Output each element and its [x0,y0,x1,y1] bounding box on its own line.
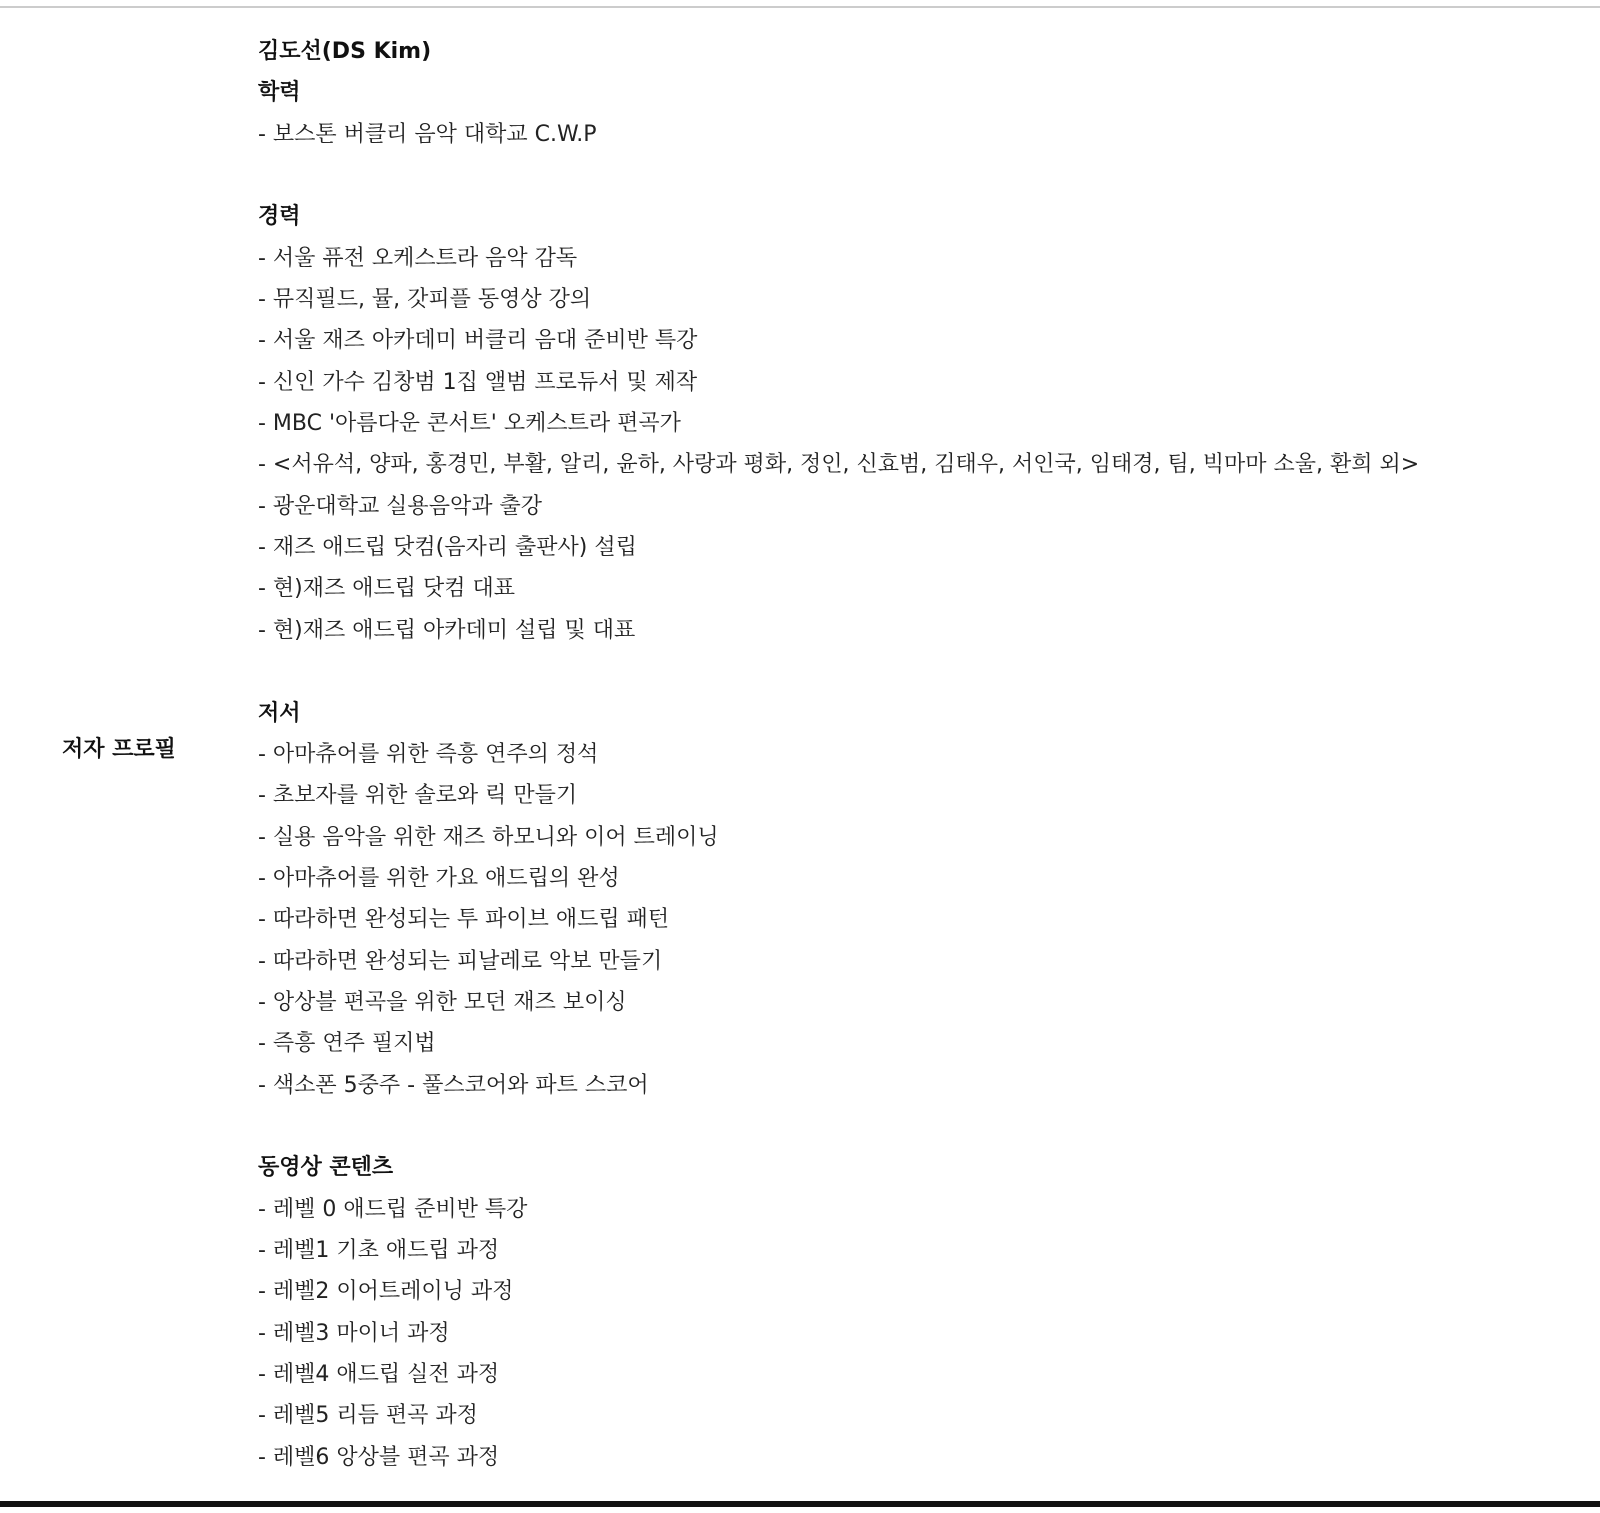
list-item: - 레벨5 리듬 편곡 과정 [258,1403,478,1429]
list-item: - 현)재즈 애드립 아카데미 설립 및 대표 [258,617,636,643]
section-heading: 경력 [258,204,301,230]
section-heading: 학력 [258,80,301,106]
author-profile-label: 저자 프로필 [62,737,176,762]
list-item: - 실용 음악을 위한 재즈 하모니와 이어 트레이닝 [258,824,719,850]
list-item: - 레벨4 애드립 실전 과정 [258,1362,500,1387]
list-item: - 현)재즈 애드립 닷컴 대표 [258,576,516,602]
list-item: - 초보자를 위한 솔로와 릭 만들기 [258,783,578,809]
author-name: 김도선(DS Kim) [258,39,432,64]
top-divider [0,6,1600,8]
list-item: - 레벨3 마이너 과정 [258,1320,450,1346]
bottom-divider [0,1501,1600,1507]
section-spacer [258,155,1578,196]
list-item: - 보스톤 버클리 음악 대학교 C.W.P [258,121,597,147]
list-item: - 레벨 0 애드립 준비반 특강 [258,1196,528,1222]
list-item: - 앙상블 편곡을 위한 모던 재즈 보이싱 [258,989,627,1015]
list-item: - 레벨2 이어트레이닝 과정 [258,1279,514,1305]
list-item: - MBC '아름다운 콘서트' 오케스트라 편곡가 [258,411,681,437]
list-item: - 서울 퓨전 오케스트라 음악 감독 [258,245,578,271]
section-heading: 동영상 콘텐츠 [258,1155,394,1181]
list-item: - 색소폰 5중주 - 풀스코어와 파트 스코어 [258,1072,649,1098]
section-spacer [258,651,1578,692]
list-item: - <서유석, 양파, 홍경민, 부활, 알리, 윤하, 사랑과 평화, 정인, 신효범, 김태우, 서인국, 임태경, 팀, 빅마마 소울, 환희 외> [258,452,1420,478]
list-item: - 신인 가수 김창범 1집 앨범 프로듀서 및 제작 [258,369,698,395]
video-content-section [258,1147,1578,1478]
career-section [258,196,1578,651]
publications-section [258,693,1578,1106]
list-item: - 따라하면 완성되는 피날레로 악보 만들기 [258,948,663,974]
author-profile-content [258,31,1578,1478]
section-spacer [258,1106,1578,1147]
list-item: - 아마츄어를 위한 즉흥 연주의 정석 [258,741,599,767]
list-item: - 서울 재즈 아카데미 버클리 음대 준비반 특강 [258,328,698,354]
list-item: - 따라하면 완성되는 투 파이브 애드립 패턴 [258,907,670,933]
list-item: - 아마츄어를 위한 가요 애드립의 완성 [258,865,620,891]
list-item: - 레벨6 앙상블 편곡 과정 [258,1444,500,1470]
list-item: - 뮤직필드, 뮬, 갓피플 동영상 강의 [258,287,592,313]
education-section [258,72,1578,155]
list-item: - 즉흥 연주 필지법 [258,1031,436,1057]
list-item: - 광운대학교 실용음악과 출강 [258,493,542,519]
section-heading: 저서 [258,700,301,726]
list-item: - 재즈 애드립 닷컴(음자리 출판사) 설립 [258,535,637,561]
list-item: - 레벨1 기초 애드립 과정 [258,1237,500,1263]
